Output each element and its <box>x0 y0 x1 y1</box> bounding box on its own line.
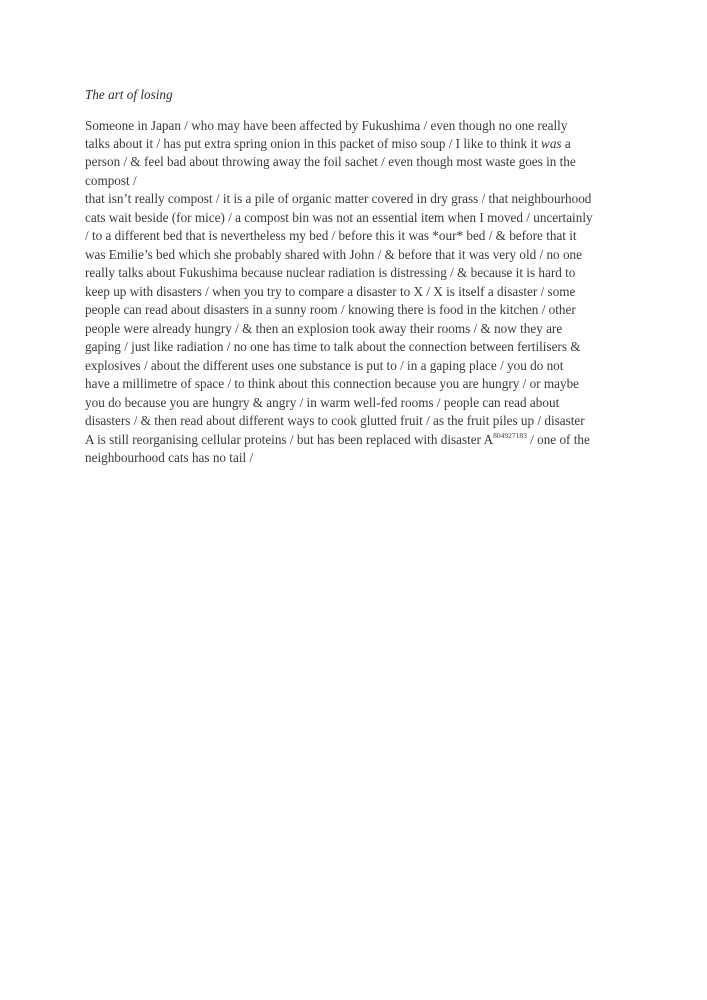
text-line: really talks about Fukushima because nuclear radiation is distressing / & because it is hard to <box>85 265 576 280</box>
text-line: people can read about disasters in a sunny room / knowing there is food in the kitchen / other <box>85 302 576 317</box>
text-line: person / & feel bad about throwing away the foil sachet / even though most waste goes in the <box>85 154 576 169</box>
text-line <box>85 135 571 153</box>
text-line: have a millimetre of space / to think about this connection because you are hungry / or maybe <box>85 376 580 391</box>
text-line: Someone in Japan / who may have been affected by Fukushima / even though no one really <box>85 118 568 133</box>
text-line: compost / <box>85 173 137 188</box>
text-span: / one of the <box>526 432 590 447</box>
text-span: talks about it / has put extra spring onion in this packet of miso soup / I like to think it <box>85 136 542 151</box>
text-line <box>85 431 590 449</box>
text-line: / to a different bed that is nevertheless my bed / before this it was *our* bed / & before that it <box>85 228 577 243</box>
text-line: neighbourhood cats has no tail / <box>85 450 254 465</box>
text-line: cats wait beside (for mice) / a compost bin was not an essential item when I moved / uncertainly <box>85 210 593 225</box>
text-line: disasters / & then read about different ways to cook glutted fruit / as the fruit piles up / disaster <box>85 413 585 428</box>
text-span: a <box>561 136 571 151</box>
text-line: that isn’t really compost / it is a pile of organic matter covered in dry grass / that neighbourhood <box>85 191 592 206</box>
text-line: you do because you are hungry & angry / in warm well-fed rooms / people can read about <box>85 395 560 410</box>
poem-title: The art of losing <box>85 87 173 102</box>
text-line: was Emilie’s bed which she probably shared with John / & before that it was very old / no one <box>85 247 582 262</box>
text-line: explosives / about the different uses one substance is put to / in a gaping place / you do not <box>85 358 564 373</box>
emphasized-word: was <box>541 136 562 151</box>
text-line: keep up with disasters / when you try to compare a disaster to X / X is itself a disaster / some <box>85 284 576 299</box>
text-line: gaping / just like radiation / no one has time to talk about the connection between fertilisers & <box>85 339 581 354</box>
text-span: A is still reorganising cellular proteins / but has been replaced with disaster A <box>85 432 494 447</box>
text-line: people were already hungry / & then an explosion took away their rooms / & now they are <box>85 321 563 336</box>
superscript-number: 804927183 <box>493 431 527 440</box>
